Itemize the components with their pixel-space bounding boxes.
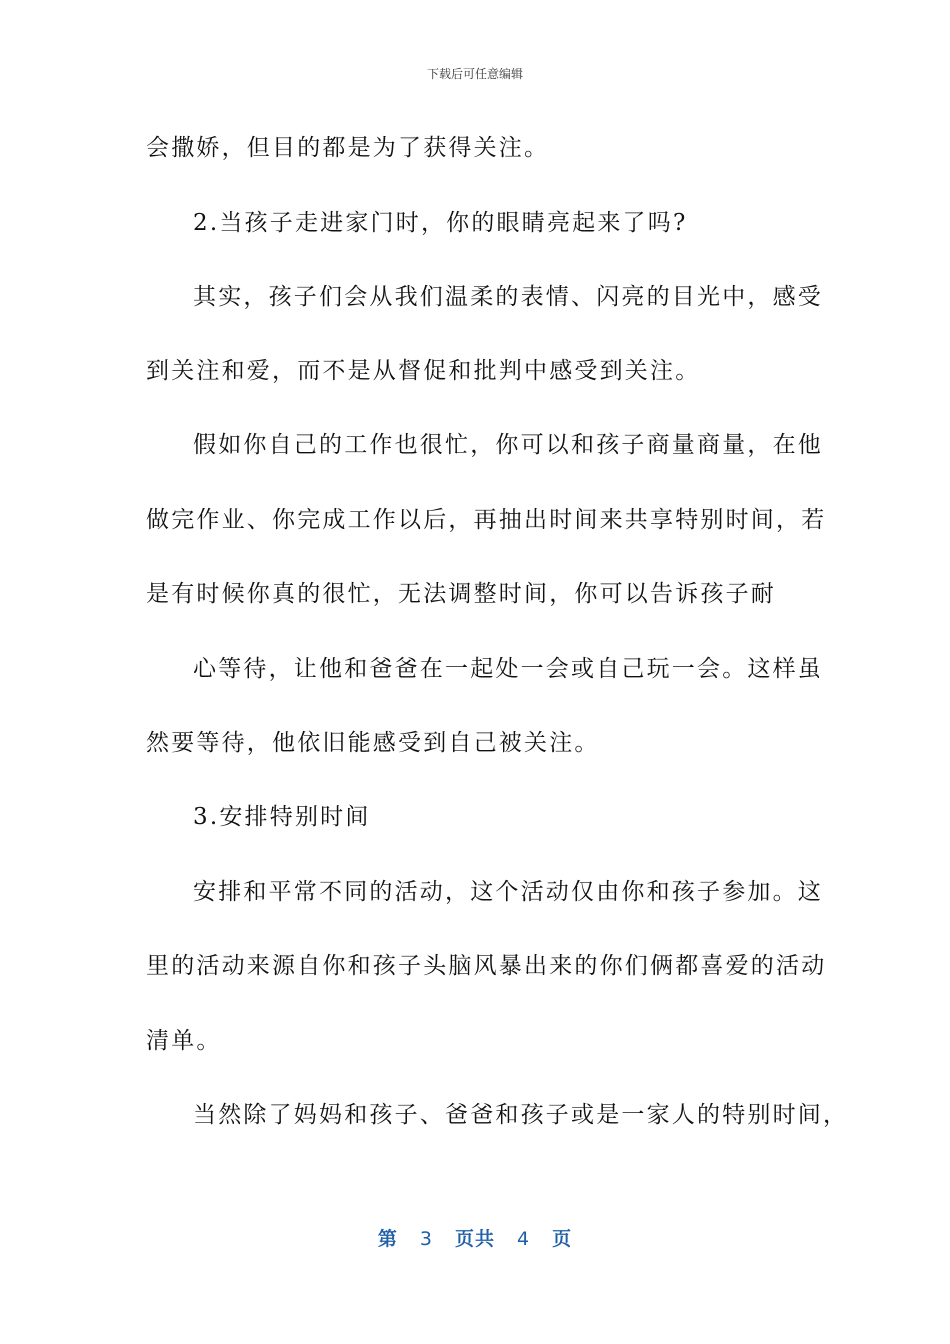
body-line-1: 会撒娇，但目的都是为了获得关注。 [146,135,550,161]
body-line-11: 安排和平常不同的活动，这个活动仅由你和孩子参加。这 [193,879,823,905]
footer-middle: 页共 [454,1228,495,1250]
body-line-6: 做完作业、你完成工作以后，再抽出时间来共享特别时间，若 [146,507,827,533]
page-header: 下载后可任意编辑 [426,67,523,81]
footer-total-pages: 4 [517,1228,531,1250]
body-line-3: 其实，孩子们会从我们温柔的表情、闪亮的目光中，感受 [193,284,823,310]
footer-current-page: 3 [419,1228,433,1250]
body-line-5: 假如你自己的工作也很忙，你可以和孩子商量商量，在他 [193,432,823,458]
body-line-7: 是有时候你真的很忙，无法调整时间，你可以告诉孩子耐 [146,581,776,607]
body-line-13: 清单。 [146,1028,222,1054]
body-line-9: 然要等待，他依旧能感受到自己被关注。 [146,730,600,756]
body-line-10: 3.安排特别时间 [193,804,371,830]
body-line-12: 里的活动来源自你和孩子头脑风暴出来的你们俩都喜爱的活动 [146,953,827,979]
footer-suffix: 页 [552,1228,573,1250]
body-line-14: 当然除了妈妈和孩子、爸爸和孩子或是一家人的特别时间， [193,1102,849,1128]
page-footer [0,1226,950,1252]
body-line-2: 2.当孩子走进家门时，你的眼睛亮起来了吗? [193,210,688,236]
body-line-8: 心等待，让他和爸爸在一起处一会或自己玩一会。这样虽 [193,656,823,682]
body-line-4: 到关注和爱，而不是从督促和批判中感受到关注。 [146,358,701,384]
footer-prefix: 第 [377,1228,398,1250]
